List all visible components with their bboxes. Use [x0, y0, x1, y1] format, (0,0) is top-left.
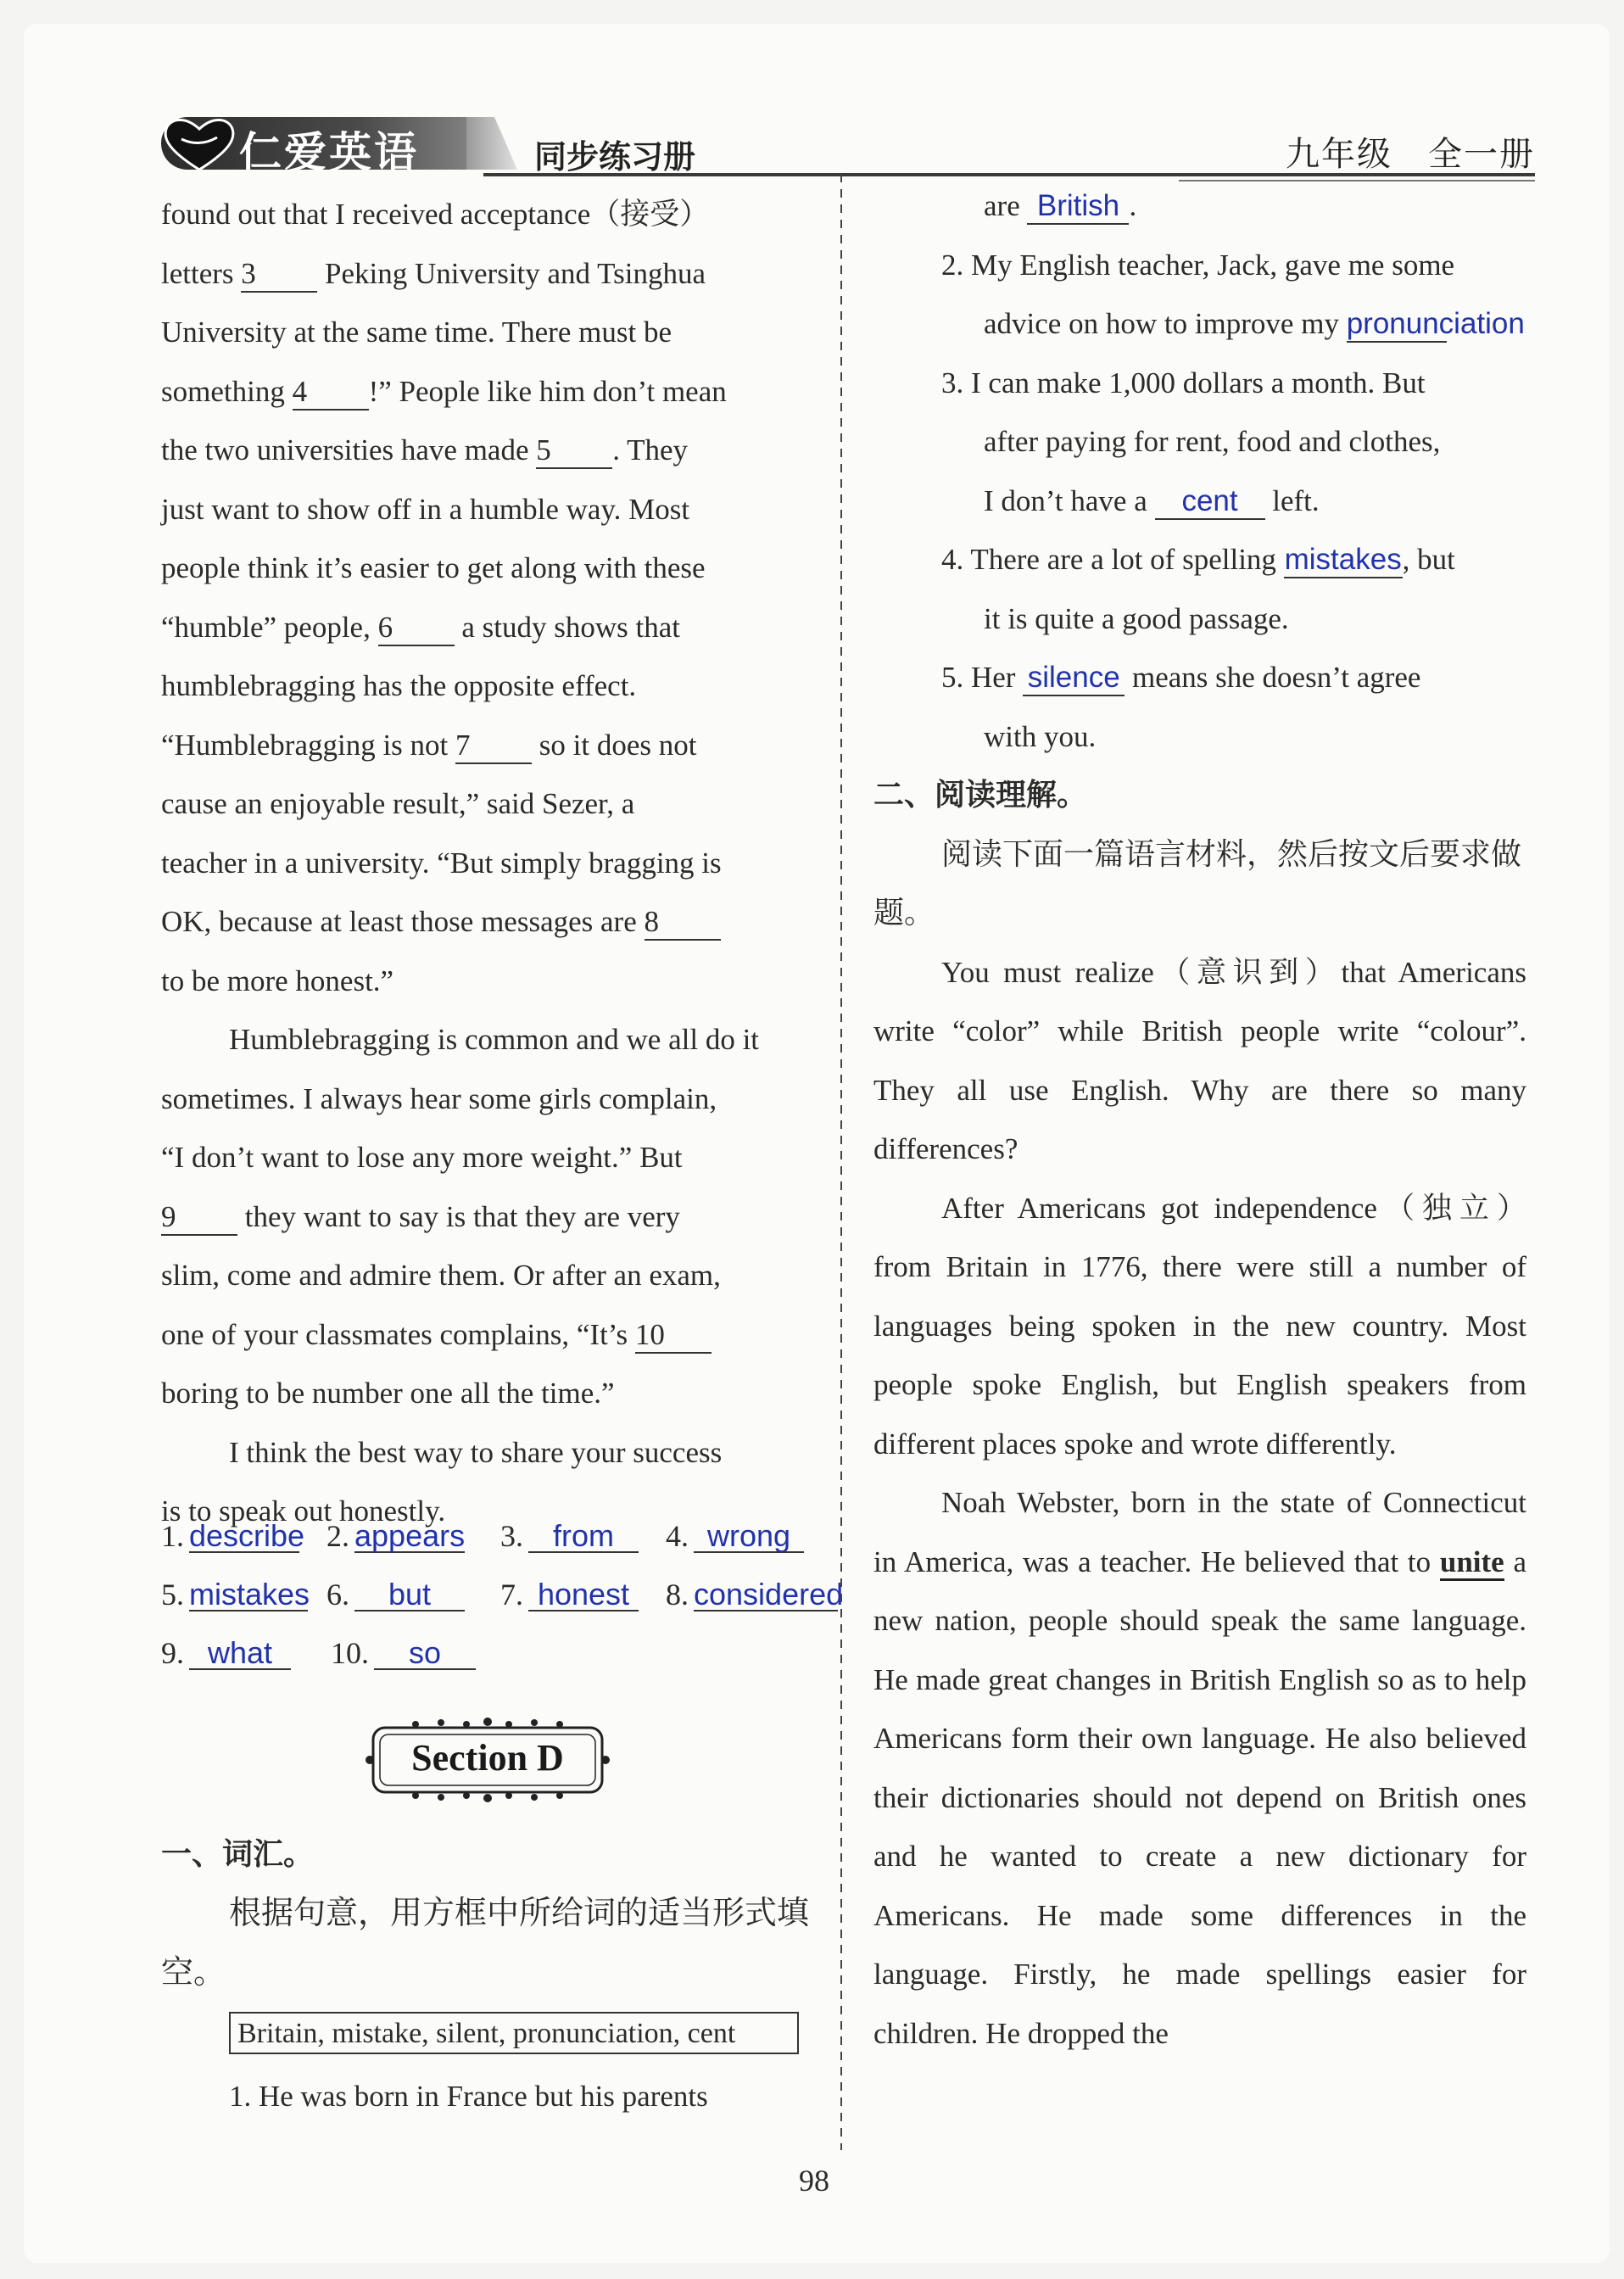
page-header	[161, 110, 1535, 187]
blank-9: 9	[161, 1200, 237, 1236]
vocab-answer-4: mistakes	[1284, 543, 1403, 578]
answer-2: appears	[354, 1518, 466, 1553]
grade-label: 九年级 全一册	[1286, 135, 1535, 173]
answer-1: describe	[189, 1518, 305, 1553]
vocab-answer-5: silence	[1023, 661, 1125, 696]
reading-instruction: 阅读下面一篇语言材料，然后按文后要求做题。	[873, 836, 1522, 930]
right-column: are British . 2. My English teacher, Jack, gave me some advice on how to improve my pronunciation 3. I can make 1,000 dollars a month. But after paying for rent, food and clothes, I don’t have a cent left. 4. There are a lot of spelling mistakes, but it is quite a good passage. 5. Her silence means she doesn’t agree with you. 二、阅读理解。 阅读下面一篇语言材料，然后按文后要求做题。 You must realize（意识到）that Americans write “color” while British people write “colour”. They all use English. Why are there so many differences? After Americans got independence（独立）from Britain in 1776, there were still a number of languages being spoken in the new country. Most people spoke English, but English speakers from different places spoke and wrote differently. Noah Webster, born in the state of Connecticut in America, was a teacher. He believed that to unite a new nation, people should speak the same language. He made great changes in British English so as to help Americans form their own language. He also believed their dictionaries should not depend on British ones and he wanted to create a new dictionary for Americans. He made some differences in the language. Firstly, he made spellings easier for children. He dropped the	[873, 176, 1526, 2063]
answer-key: 1. describe 2. appears 3. from 4. wrong 5. mistakes 6. but 7. honest 8. considered 9. what 10. so	[161, 1518, 844, 1670]
section-d-heading	[365, 1718, 611, 1802]
blank-7: 7	[455, 729, 532, 764]
reading-heading: 二、阅读理解。	[873, 778, 1088, 813]
answer-10: so	[374, 1638, 476, 1670]
blank-4: 4	[293, 375, 369, 411]
blank-3: 3	[241, 257, 317, 293]
vocab-answer-1: British	[1027, 189, 1129, 225]
blank-6: 6	[378, 611, 455, 646]
blank-5: 5	[536, 433, 612, 469]
answer-8: considered	[694, 1577, 844, 1611]
vocab-answer-3: cent	[1155, 484, 1265, 520]
bold-word-unite: unite	[1440, 1545, 1504, 1581]
answer-7: honest	[528, 1579, 639, 1611]
blank-8: 8	[645, 905, 721, 941]
vocab-instruction: 根据句意，用方框中所给词的适当形式填空。	[161, 1894, 810, 1991]
answer-5: mistakes	[189, 1577, 310, 1611]
left-column: found out that I received acceptance（接受） letters 3 Peking University and Tsinghua University at the same time. There must be something 4 !” People like him don’t mean the two universities have made 5 . They just want to show off in a humble way. Most people think it’s easier to get along with these “humble” people, 6 a study shows that humblebragging has the opposite effect. “Humblebragging is not 7 so it does not cause an enjoyable result,” said Sezer, a teacher in a university. “But simply bragging is OK, because at least those messages are 8 to be more honest.” Humblebragging is common and we all do it sometimes. I always hear some girls complain, “I don’t want to lose any more weight.” But 9 they want to say is that they are very slim, come and admire them. Or after an exam, one of your classmates complains, “It’s 10 boring to be number one all the time.” I think the best way to share your success is to speak out honestly.	[161, 185, 818, 1541]
passage-line: found out that I received acceptance（接受）	[161, 198, 710, 231]
blank-10: 10	[635, 1318, 712, 1354]
reading-paragraph-1: You must realize（意识到）that Americans write “color” while British people write “colour”. They all use English. Why are there so many differences?	[873, 955, 1526, 1165]
book-subtitle: 同步练习册	[534, 138, 696, 176]
column-divider	[835, 174, 847, 2150]
reading-paragraph-2: After Americans got independence（独立）from Britain in 1776, there were still a number of languages being spoken in the new country. Most people spoke English, but English speakers from different places spoke and wrote differently.	[873, 1191, 1526, 1461]
page-number: 98	[799, 2164, 829, 2198]
vocab-question-1: 1. He was born in France but his parents	[229, 2080, 708, 2113]
word-box: Britain, mistake, silent, pronunciation, cent	[229, 2012, 799, 2054]
reading-paragraph-3: Noah Webster, born in the state of Connecticut in America, was a teacher. He believed that to unite a new nation, people should speak the same language. He made great changes in British English so as to help Americans form their own language. He also believed their dictionaries should not depend on British ones and he wanted to create a new dictionary for Americans. He made some differences in the language. Firstly, he made spellings easier for children. He dropped the	[873, 1486, 1526, 2050]
vocab-heading: 一、词汇。	[161, 1837, 315, 1872]
vocab-answer-2: pronunciation	[1347, 307, 1447, 343]
answer-4: wrong	[694, 1521, 804, 1553]
answer-9: what	[189, 1638, 291, 1670]
brand-title: 仁爱英语	[239, 128, 419, 177]
answer-6: but	[354, 1579, 465, 1611]
answer-3: from	[528, 1521, 639, 1553]
section-d-label: Section D	[411, 1737, 564, 1779]
heart-logo-icon	[161, 114, 237, 173]
